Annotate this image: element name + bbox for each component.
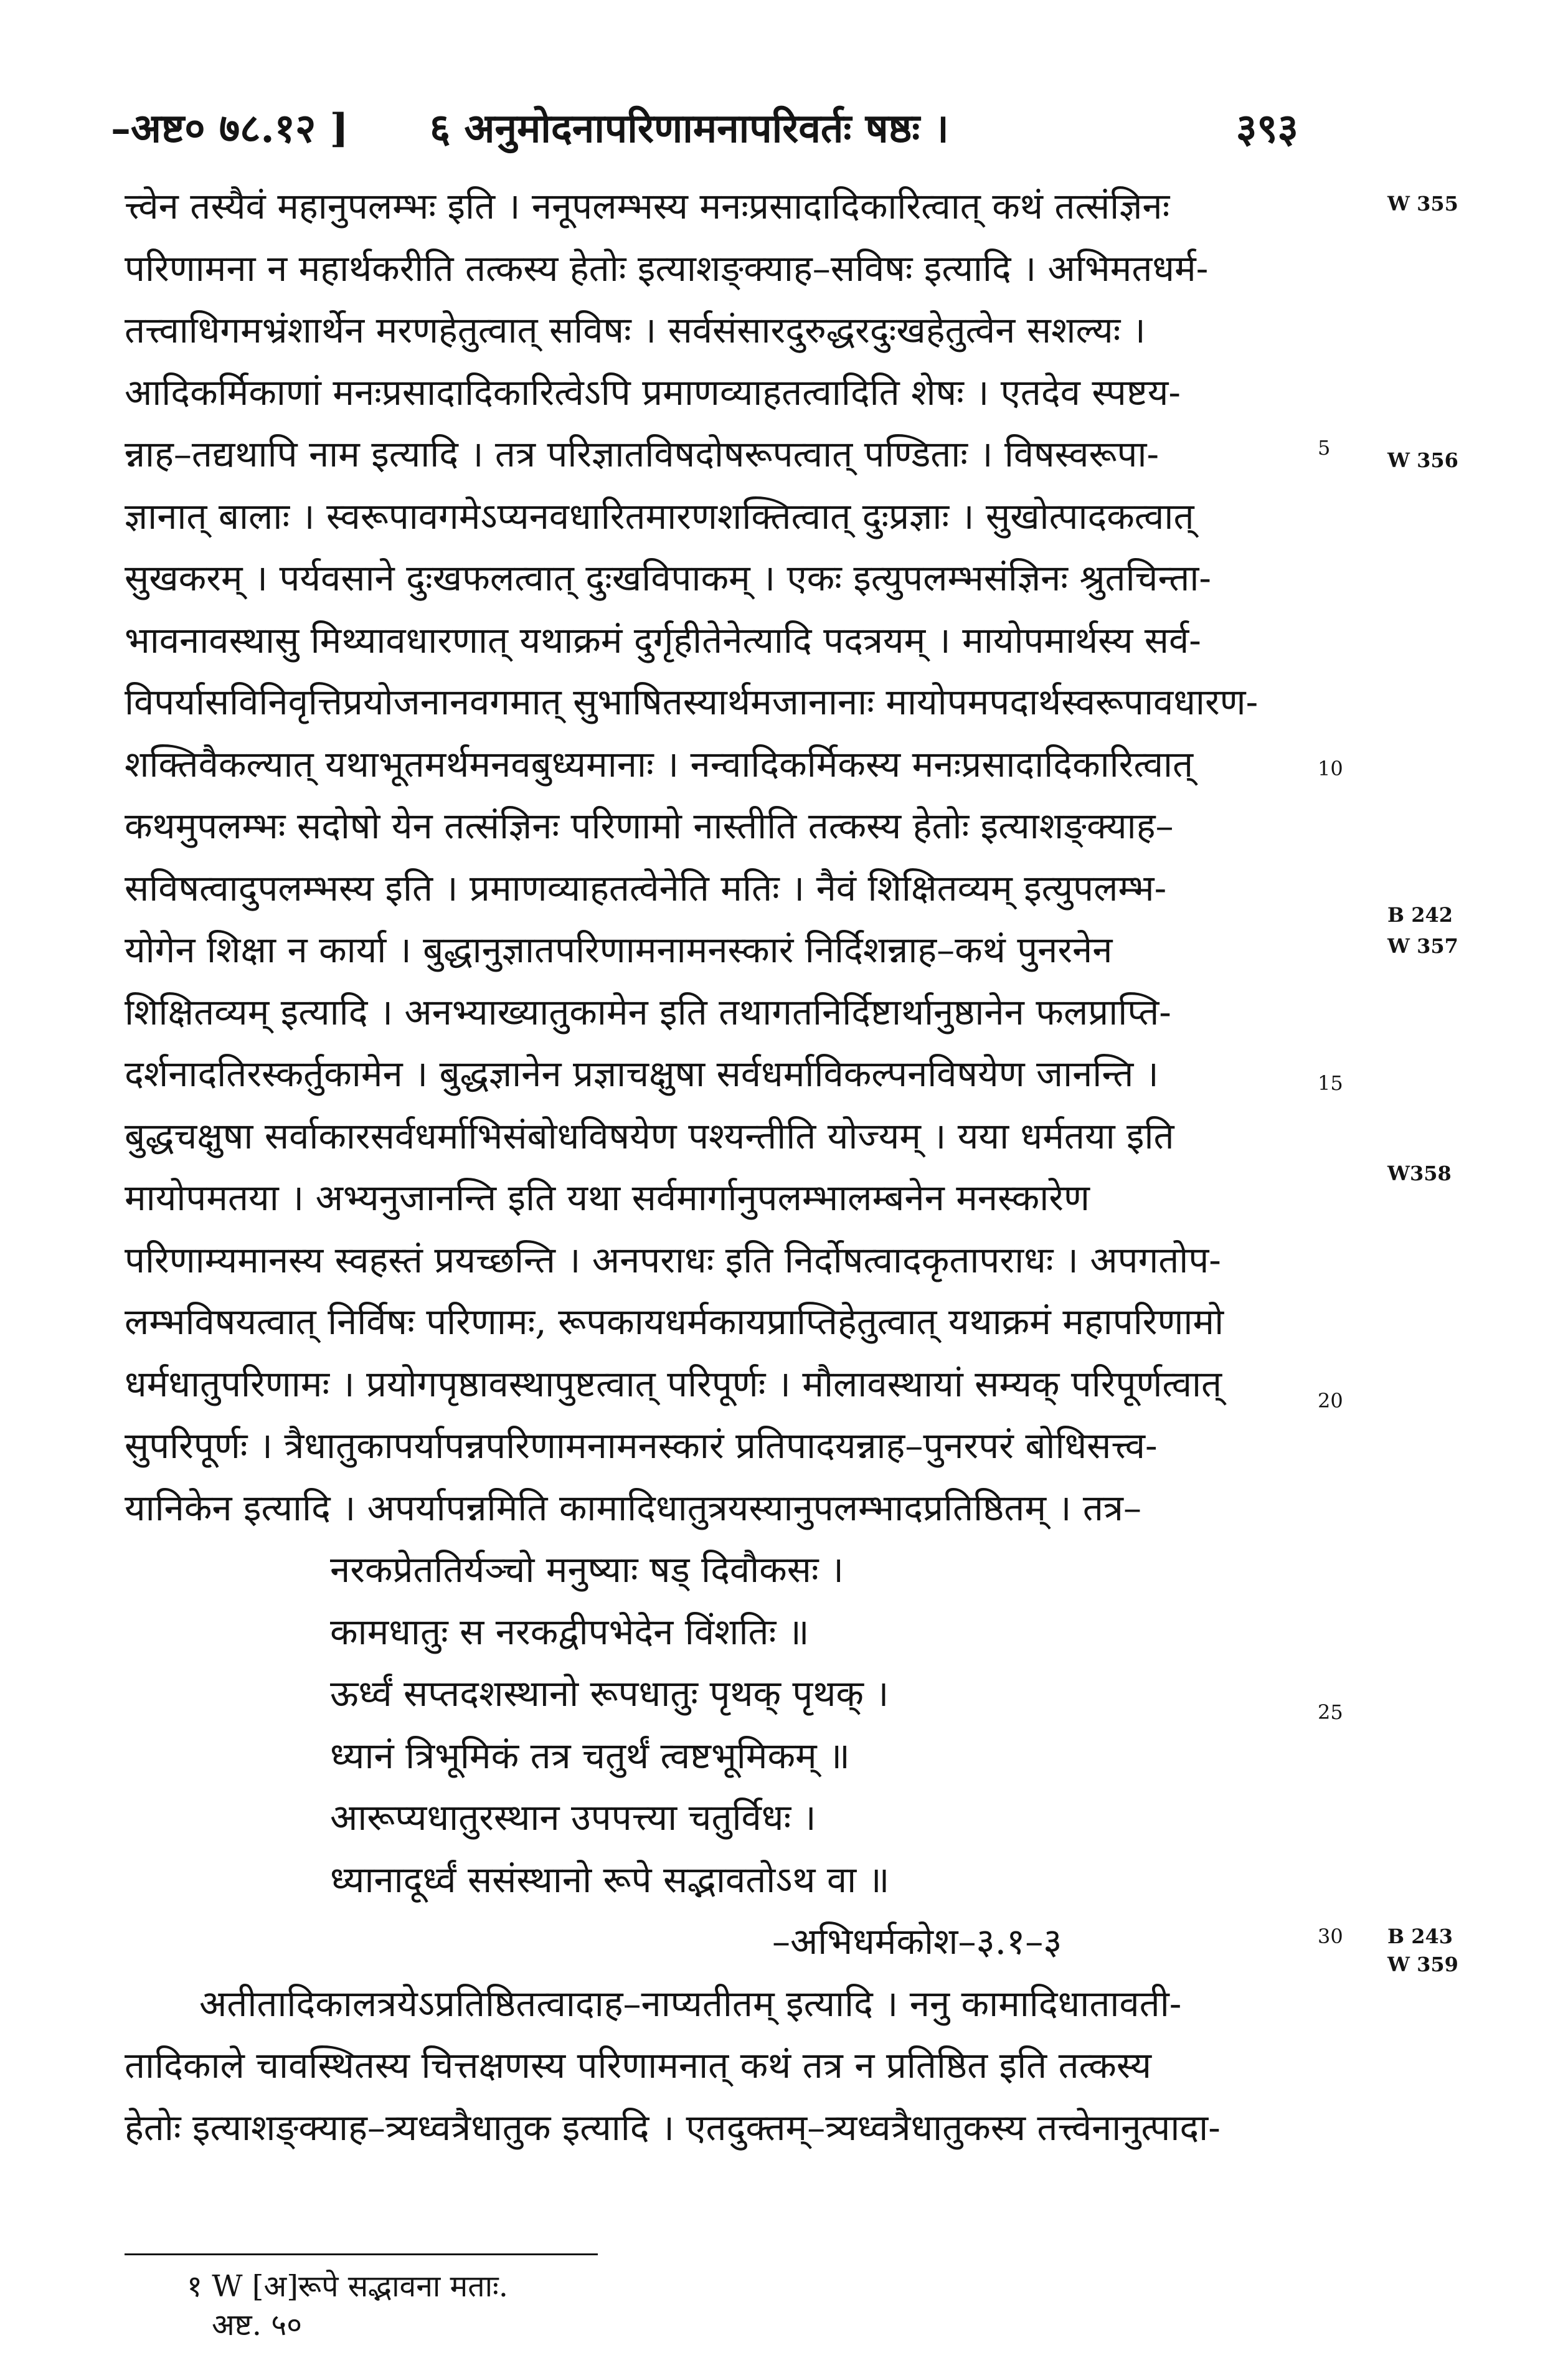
footnote-rule [125, 2253, 598, 2255]
text-line: बुद्धचक्षुषा सर्वाकारसर्वधर्माभिसंबोधविषयेण पश्यन्तीति योज्यम् । यया धर्मतया इति [125, 1114, 1174, 1157]
header-reference: –अष्ट० ७८.१२ ] [111, 105, 349, 152]
margin-reference: W 355 [1387, 192, 1458, 216]
text-line: सविषत्वादुपलम्भस्य इति । प्रमाणव्याहतत्वेनेति मतिः । नैवं शिक्षितव्यम् इत्युपलम्भ- [125, 866, 1167, 909]
line-number: 10 [1318, 757, 1343, 780]
verse-line: नरकप्रेततिर्यञ्चो मनुष्याः षड् दिवौकसः । [330, 1548, 844, 1591]
verse-line: ऊर्ध्वं सप्तदशस्थानो रूपधातुः पृथक् पृथक् । [330, 1672, 889, 1715]
text-line: यानिकेन इत्यादि । अपर्यापन्नमिति कामादिधातुत्रयस्यानुपलम्भादप्रतिष्ठितम् । तत्र– [125, 1486, 1141, 1529]
verse-line: ध्यानं त्रिभूमिकं तत्र चतुर्थं त्वष्टभूमिकम् ॥ [330, 1734, 850, 1777]
text-line: त्त्वेन तस्यैवं महानुपलम्भः इति । ननूपलम्भस्य मनःप्रसादादिकारित्वात् कथं तत्संज्ञिनः [125, 185, 1170, 227]
margin-reference: W 359 [1387, 1953, 1458, 1976]
text-line: मायोपमतया । अभ्यनुजानन्ति इति यथा सर्वमार्गानुपलम्भालम्बनेन मनस्कारेण [125, 1177, 1090, 1219]
margin-reference: W358 [1387, 1162, 1452, 1185]
margin-reference: B 242 [1387, 903, 1453, 927]
text-line: कथमुपलम्भः सदोषो येन तत्संज्ञिनः परिणामो नास्तीति तत्कस्य हेतोः इत्याशङ्क्याह– [125, 805, 1174, 847]
line-number: 5 [1318, 436, 1331, 460]
text-line: सुपरिपूर्णः । त्रैधातुकापर्यापन्नपरिणामनामनस्कारं प्रतिपादयन्नाह–पुनरपरं बोधिसत्त्व- [125, 1424, 1158, 1467]
line-number: 15 [1318, 1071, 1343, 1095]
text-line: भावनावस्थासु मिथ्यावधारणात् यथाक्रमं दुर्गृहीतेनेत्यादि पदत्रयम् । मायोपमार्थस्य सर्व- [125, 618, 1201, 661]
verse-line: ध्यानादूर्ध्वं ससंस्थानो रूपे सद्भावतोऽथ वा ॥ [330, 1858, 890, 1901]
text-line: योगेन शिक्षा न कार्या । बुद्धानुज्ञातपरिणामनामनस्कारं निर्दिशन्नाह–कथं पुनरनेन [125, 929, 1113, 971]
text-line: ज्ञानात् बालाः । स्वरूपावगमेऽप्यनवधारितमारणशक्तित्वात् दुःप्रज्ञाः । सुखोत्पादकत्वात् [125, 495, 1194, 538]
text-line: शिक्षितव्यम् इत्यादि । अनभ्याख्यातुकामेन इति तथागतनिर्दिष्टार्थानुष्ठानेन फलप्राप्ति- [125, 990, 1171, 1033]
footnote [187, 2267, 508, 2344]
line-number: 30 [1318, 1925, 1343, 1948]
commentary-text [125, 176, 1345, 2159]
page-number: ३९३ [1236, 105, 1298, 152]
verse-line: कामधातुः स नरकद्वीपभेदेन विंशतिः ॥ [330, 1610, 810, 1653]
running-header [0, 100, 1568, 168]
text-line: परिणामना न महार्थकरीति तत्कस्य हेतोः इत्याशङ्क्याह–सविषः इत्यादि । अभिमतधर्म- [125, 247, 1209, 290]
text-line: लम्भविषयत्वात् निर्विषः परिणामः, रूपकायधर्मकायप्राप्तिहेतुत्वात् यथाक्रमं महापरिणामो [125, 1300, 1224, 1343]
text-line: दर्शनादतिरस्कर्तुकामेन । बुद्धज्ञानेन प्रज्ञाचक्षुषा सर्वधर्माविकल्पनविषयेण जानन्ति । [125, 1053, 1159, 1095]
line-number: 25 [1318, 1700, 1343, 1724]
line-number: 20 [1318, 1389, 1343, 1413]
text-line: तत्त्वाधिगमभ्रंशार्थेन मरणहेतुत्वात् सविषः । सर्वसंसारदुरुद्धरदुःखहेतुत्वेन सशल्यः । [125, 309, 1146, 351]
margin-reference: W 357 [1387, 934, 1458, 958]
footnote-line: अष्ट. ५० [212, 2308, 303, 2342]
margin-reference: W 356 [1387, 448, 1458, 472]
text-line: धर्मधातुपरिणामः । प्रयोगपृष्ठावस्थापुष्टत्वात् परिपूर्णः । मौलावस्थायां सम्यक् परिपूर्णत्वात् [125, 1362, 1222, 1405]
text-line: आदिकर्मिकाणां मनःप्रसादादिकारित्वेऽपि प्रमाणव्याहतत्वादिति शेषः । एतदेव स्पष्टय- [125, 371, 1181, 414]
footnote-line: १ W [अ]रूपे सद्भावना मताः. [187, 2269, 508, 2304]
text-line: अतीतादिकालत्रयेऽप्रतिष्ठितत्वादाह–नाप्यतीतम् इत्यादि । ननु कामादिधातावती- [199, 1982, 1182, 2025]
text-line: न्नाह–तद्यथापि नाम इत्यादि । तत्र परिज्ञातविषदोषरूपत्वात् पण्डिताः । विषस्वरूपा- [125, 433, 1159, 475]
header-chapter-title: ६ अनुमोदनापरिणामनापरिवर्तः षष्ठः । [430, 105, 949, 152]
margin-reference: B 243 [1387, 1925, 1453, 1948]
text-line: हेतोः इत्याशङ्क्याह–त्र्यध्वत्रैधातुक इत्यादि । एतदुक्तम्–त्र्यध्वत्रैधातुकस्य तत्त्वेनानुत्पादा- [125, 2106, 1221, 2149]
text-line: परिणाम्यमानस्य स्वहस्तं प्रयच्छन्ति । अनपराधः इति निर्दोषत्वादकृतापराधः । अपगतोप- [125, 1238, 1221, 1281]
verse-line: आरूप्यधातुरस्थान उपपत्त्या चतुर्विधः । [330, 1796, 816, 1839]
text-line: शक्तिवैकल्यात् यथाभूतमर्थमनवबुध्यमानाः । नन्वादिकर्मिकस्य मनःप्रसादादिकारित्वात् [125, 742, 1194, 785]
text-line: विपर्यासविनिवृत्तिप्रयोजनानवगमात् सुभाषितस्यार्थमजानानाः मायोपमपदार्थस्वरूपावधारण- [125, 681, 1259, 723]
text-line: सुखकरम् । पर्यवसाने दुःखफलत्वात् दुःखविपाकम् । एकः इत्युपलम्भसंज्ञिनः श्रुतचिन्ता- [125, 557, 1211, 599]
text-line: तादिकाले चावस्थितस्य चित्तक्षणस्य परिणामनात् कथं तत्र न प्रतिष्ठित इति तत्कस्य [125, 2044, 1152, 2086]
verse-citation: –अभिधर्मकोश–३.१–३ [772, 1920, 1062, 1963]
